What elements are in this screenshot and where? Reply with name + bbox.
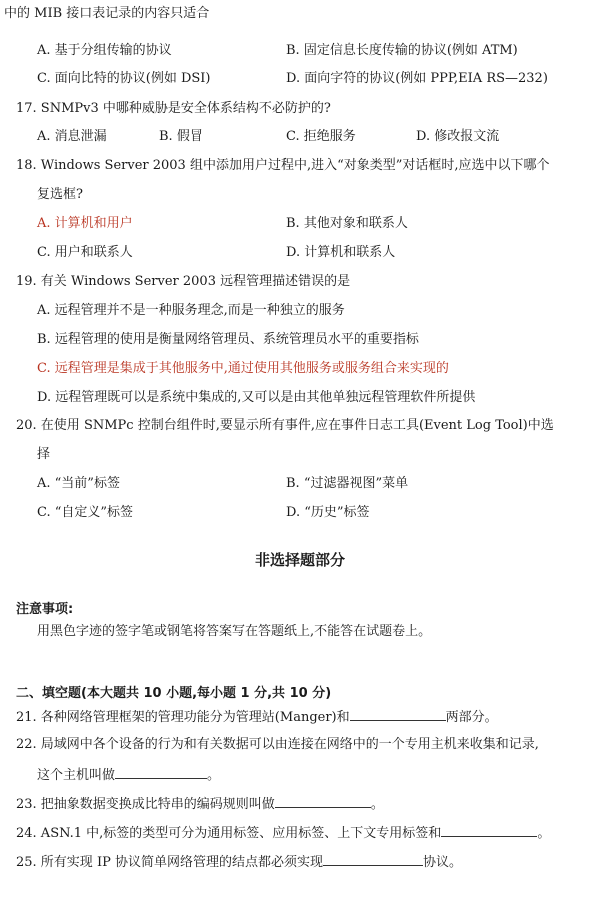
- q22-line2: [37, 766, 220, 784]
- q22-line1: 22. 局域网中各个设备的行为和有关数据可以由连接在网络中的一个专用主机来收集和记录,: [16, 737, 539, 752]
- q25-text-end: 协议。: [422, 855, 462, 870]
- q21-blank[interactable]: [350, 708, 446, 721]
- q16-option-a: A. 基于分组传输的协议: [37, 43, 172, 58]
- q19-option-b: B. 远程管理的使用是衡量网络管理员、系统管理员水平的重要指标: [37, 332, 419, 347]
- q24: [16, 824, 550, 842]
- notes-text: 用黑色字迹的签字笔或钢笔将答案写在答题纸上,不能答在试题卷上。: [37, 624, 432, 639]
- q20-option-b: B. “过滤器视图”菜单: [286, 476, 409, 491]
- q23-text-end: 。: [370, 797, 384, 812]
- section-2-heading: 二、填空题(本大题共 10 小题,每小题 1 分,共 10 分): [16, 686, 332, 701]
- q16-option-c: C. 面向比特的协议(例如 DSI): [37, 71, 211, 86]
- q18-stem-line2: 复选框?: [37, 187, 83, 202]
- q19-stem: 19. 有关 Windows Server 2003 远程管理描述错误的是: [16, 274, 351, 289]
- q23-blank[interactable]: [275, 795, 371, 808]
- q19-option-d: D. 远程管理既可以是系统中集成的,又可以是由其他单独远程管理软件所提供: [37, 390, 476, 405]
- q20-option-a: A. “当前”标签: [37, 476, 120, 491]
- q16-option-b: B. 固定信息长度传输的协议(例如 ATM): [286, 43, 518, 58]
- question-16-fragment: 中的 MIB 接口表记录的内容只适合: [4, 6, 210, 21]
- q25: [16, 853, 462, 871]
- q23-text: 23. 把抽象数据变换成比特串的编码规则叫做: [16, 797, 275, 812]
- q19-option-c: C. 远程管理是集成于其他服务中,通过使用其他服务或服务组合来实现的: [37, 361, 449, 376]
- part-title: 非选择题部分: [254, 551, 345, 569]
- q17-option-a: A. 消息泄漏: [37, 129, 107, 144]
- q18-option-d: D. 计算机和联系人: [286, 245, 396, 260]
- q22-text-end: 。: [207, 768, 221, 783]
- q19-option-a: A. 远程管理并不是一种服务理念,而是一种独立的服务: [37, 303, 345, 318]
- q25-blank[interactable]: [323, 853, 423, 866]
- q20-stem-line1: 20. 在使用 SNMPc 控制台组件时,要显示所有事件,应在事件日志工具(Event Log Tool)中选: [16, 418, 554, 433]
- q20-option-c: C. “自定义”标签: [37, 505, 134, 520]
- q21-text-end: 两部分。: [445, 710, 498, 725]
- q17-option-c: C. 拒绝服务: [286, 129, 356, 144]
- q21-text: 21. 各种网络管理框架的管理功能分为管理站(Manger)和: [16, 710, 350, 725]
- notes-heading: 注意事项:: [16, 602, 74, 617]
- q22-blank[interactable]: [115, 766, 207, 779]
- q24-text: 24. ASN.1 中,标签的类型可分为通用标签、应用标签、上下文专用标签和: [16, 826, 442, 841]
- q17-option-b: B. 假冒: [159, 129, 203, 144]
- q18-option-c: C. 用户和联系人: [37, 245, 133, 260]
- q20-stem-line2: 择: [37, 447, 51, 462]
- q25-text: 25. 所有实现 IP 协议简单网络管理的结点都必须实现: [16, 855, 323, 870]
- q24-text-end: 。: [537, 826, 551, 841]
- q24-blank[interactable]: [441, 824, 537, 837]
- q20-option-d: D. “历史”标签: [286, 505, 370, 520]
- q17-stem: 17. SNMPv3 中哪种威胁是安全体系结构不必防护的?: [16, 101, 331, 116]
- q22-text: 这个主机叫做: [37, 768, 116, 783]
- q23: [16, 795, 384, 813]
- q16-option-d: D. 面向字符的协议(例如 PPP,EIA RS—232): [286, 71, 548, 86]
- q18-stem-line1: 18. Windows Server 2003 组中添加用户过程中,进入“对象类型”对话框时,应选中以下哪个: [16, 158, 550, 173]
- q18-option-a: A. 计算机和用户: [37, 216, 133, 231]
- q21: [16, 708, 498, 726]
- q17-option-d: D. 修改报文流: [416, 129, 500, 144]
- q18-option-b: B. 其他对象和联系人: [286, 216, 408, 231]
